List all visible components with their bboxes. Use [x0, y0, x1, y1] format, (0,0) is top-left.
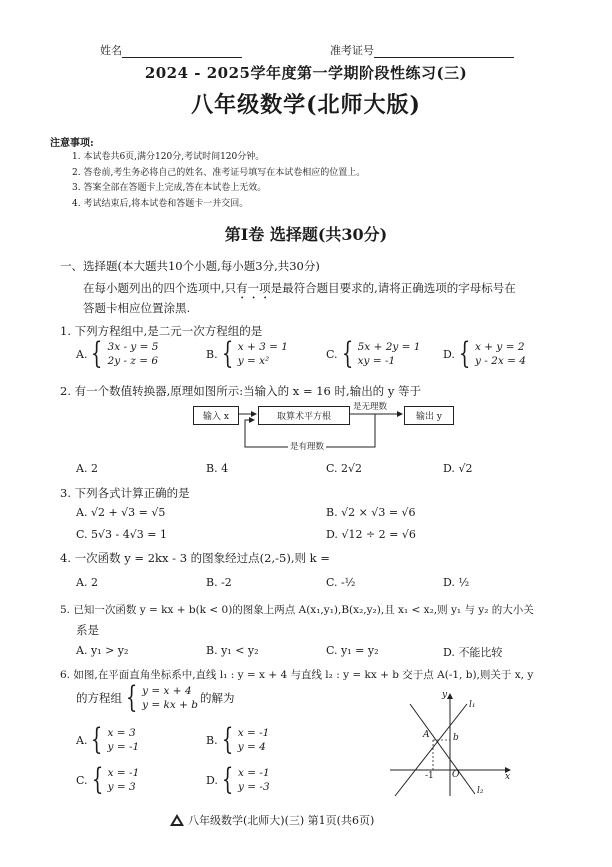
q5-option-a[interactable]	[76, 644, 128, 657]
equation-line: x + y = 2	[475, 341, 525, 353]
instruction-text: 是最符合题目要求的,请将正确选项的字母标号在	[270, 281, 516, 295]
name-field[interactable]	[100, 42, 242, 58]
stem-text: 的方程组	[76, 691, 122, 705]
q6-option-b[interactable]: B. { x = -1 y = 4	[206, 722, 270, 757]
equation-line: x = 3	[107, 727, 136, 739]
equation-line: 3x - y = 5	[107, 341, 159, 353]
q2-option-d[interactable]	[443, 462, 472, 475]
equation-line: x + 3 = 1	[237, 341, 288, 353]
exam-number-label: 准考证号	[330, 44, 374, 57]
question-5-stem-cont: 系是	[76, 623, 99, 637]
option-label: A.	[76, 347, 88, 361]
equation-line: xy = -1	[357, 355, 396, 367]
option-text: √2	[458, 462, 473, 475]
option-text: y₁ > y₂	[90, 644, 129, 657]
equation-line: x = -1	[107, 767, 140, 779]
q5-option-d[interactable]	[443, 644, 502, 660]
exam-number-blank[interactable]	[374, 57, 514, 58]
l1-label: l₁	[469, 700, 476, 710]
flow-output-box: 输出 y	[404, 406, 454, 425]
equation-line: y = -3	[238, 781, 270, 793]
stem-text: 的解为	[199, 691, 235, 705]
point-a-label: A	[423, 730, 430, 740]
y-axis-label: y	[442, 690, 448, 700]
question-6-system: 的方程组 { y = x + 4 y = kx + b 的解为	[76, 680, 235, 715]
notes-heading: 注意事项:	[50, 138, 94, 149]
option-label: A.	[76, 644, 88, 657]
flow-input-box: 输入 x	[193, 406, 239, 425]
q3-option-b[interactable]	[326, 506, 416, 519]
option-label: D.	[206, 773, 218, 787]
flow-diagram	[190, 403, 455, 455]
equation-line: x = -1	[238, 767, 270, 779]
q6-option-a[interactable]: A. { x = 3 y = -1	[76, 722, 140, 757]
question-5-stem: 5. 已知一次函数 y = kx + b(k < 0)的图象上两点 A(x₁,y₁),B(x₂,y₂),且 x₁ < x₂,则 y₁ 与 y₂ 的大小关	[60, 604, 534, 616]
option-text: 5√3 - 4√3 = 1	[91, 528, 167, 541]
instruction-text: 在每小题列出的四个选项中,只	[83, 281, 237, 295]
q4-option-b[interactable]	[206, 576, 232, 589]
q4-option-d[interactable]	[443, 576, 469, 589]
flow-irrational-label: 是无理数	[353, 402, 388, 412]
q6-option-c[interactable]: C. { x = -1 y = 3	[76, 762, 140, 797]
option-text: 2	[90, 462, 98, 475]
q3-option-c[interactable]	[76, 528, 167, 541]
option-label: B.	[206, 733, 218, 747]
question-3-stem: 3. 下列各式计算正确的是	[60, 486, 190, 500]
b-label: b	[453, 733, 459, 743]
l2-label: l₂	[477, 786, 484, 796]
option-label: D.	[443, 646, 455, 659]
exam-number-field[interactable]	[330, 42, 514, 58]
question-4-stem: 4. 一次函数 y = 2kx - 3 的图象经过点(2,-5),则 k =	[60, 551, 330, 565]
flow-process-box: 取算术平方根	[258, 406, 350, 425]
option-label: C.	[76, 773, 88, 787]
option-label: D.	[326, 528, 338, 541]
q6-option-d[interactable]: D. { x = -1 y = -3	[206, 762, 270, 797]
equation-line: y = x + 4	[142, 685, 192, 697]
equation-line: y = -1	[107, 741, 140, 753]
equation-line: x = -1	[237, 727, 270, 739]
section-title: 第Ⅰ卷 选择题(共30分)	[224, 225, 388, 244]
option-text: 2	[90, 576, 98, 589]
q2-option-b[interactable]	[206, 462, 228, 475]
q3-option-d[interactable]	[326, 528, 416, 541]
option-text: y₁ < y₂	[221, 644, 259, 657]
footer-text: 八年级数学(北师大)(三) 第1页(共6页)	[188, 814, 375, 827]
option-label: C.	[326, 462, 338, 475]
option-text: y₁ = y₂	[341, 644, 379, 657]
notes-list	[72, 150, 365, 212]
q4-option-a[interactable]	[76, 576, 98, 589]
note-item: 4. 考试结束后,将本试卷和答题卡一并交回。	[72, 198, 249, 209]
option-text: -½	[341, 576, 356, 589]
equation-line: y = x²	[237, 355, 270, 367]
triangle-logo-icon	[170, 814, 184, 826]
note-item: 2. 答卷前,考生务必将自己的姓名、准考证号填写在本试卷相应的位置上。	[72, 167, 366, 178]
question-1-stem: 1. 下列方程组中,是二元一次方程组的是	[60, 324, 263, 338]
option-text: 不能比较	[458, 646, 503, 659]
footer	[170, 812, 374, 828]
option-label: D.	[443, 576, 455, 589]
exam-title: 2024 - 2025学年度第一学期阶段性练习(三)	[144, 64, 468, 82]
equation-line: y = 3	[107, 781, 136, 793]
option-text: 2√2	[341, 462, 363, 475]
option-label: D.	[443, 347, 455, 361]
q2-option-c[interactable]	[326, 462, 362, 475]
option-label: B.	[206, 347, 218, 361]
option-label: C.	[326, 576, 338, 589]
instruction-line2: 答题卡相应位置涂黑.	[83, 301, 191, 315]
option-label: C.	[326, 644, 338, 657]
option-label: A.	[76, 462, 88, 475]
option-text: √2 + √3 = √5	[90, 506, 166, 519]
q1-option-c[interactable]: C. { 5x + 2y = 1 xy = -1	[326, 336, 421, 371]
q1-option-a[interactable]: A. { 3x - y = 5 2y - z = 6	[76, 336, 159, 371]
name-blank[interactable]	[122, 57, 242, 58]
equation-line: 2y - z = 6	[107, 355, 159, 367]
note-item: 3. 答案全部在答题卡上完成,答在本试卷上无效。	[72, 183, 267, 193]
option-text: √12 ÷ 2 = √6	[341, 528, 416, 541]
option-label: B.	[326, 506, 338, 519]
name-label: 姓名	[100, 44, 122, 57]
option-label: A.	[76, 576, 88, 589]
q1-option-b[interactable]: B. { x + 3 = 1 y = x²	[206, 336, 288, 371]
instruction-line1	[83, 280, 516, 302]
option-label: B.	[206, 576, 218, 589]
graph-lines	[385, 690, 515, 800]
q5-option-b[interactable]	[206, 644, 259, 657]
q1-option-d[interactable]: D. { x + y = 2 y - 2x = 4	[443, 336, 526, 371]
option-label: C.	[326, 347, 338, 361]
neg-one-label: -1	[425, 771, 434, 781]
equation-line: y - 2x = 4	[475, 355, 526, 367]
option-label: B.	[206, 462, 218, 475]
subject-title: 八年级数学(北师大版)	[191, 92, 421, 118]
equation-line: y = kx + b	[142, 699, 198, 711]
question-2-stem: 2. 有一个数值转换器,原理如图所示:当输入的 x = 16 时,输出的 y 等于	[60, 384, 421, 398]
flow-rational-label: 是有理数	[290, 442, 325, 452]
option-text: 4	[221, 462, 229, 475]
x-axis-label: x	[505, 772, 511, 782]
option-label: B.	[206, 644, 218, 657]
q3-option-a[interactable]	[76, 506, 165, 519]
option-text: -2	[221, 576, 232, 589]
q2-option-a[interactable]	[76, 462, 98, 475]
option-label: A.	[76, 506, 88, 519]
option-text: ½	[458, 576, 470, 589]
note-item: 1. 本试卷共6页,满分120分,考试时间120分钟。	[72, 152, 265, 162]
q4-option-c[interactable]	[326, 576, 355, 589]
option-text: √2 × √3 = √6	[341, 506, 416, 519]
instruction-emphasis: 有一项	[236, 281, 271, 295]
q5-option-c[interactable]	[326, 644, 379, 657]
equation-line: y = 4	[237, 741, 266, 753]
q6-graph	[385, 690, 515, 800]
equation-line: 5x + 2y = 1	[357, 341, 421, 353]
part-heading: 一、选择题(本大题共10个小题,每小题3分,共30分)	[60, 259, 320, 273]
option-label: D.	[443, 462, 455, 475]
origin-label: O	[452, 770, 460, 780]
question-6-stem: 6. 如图,在平面直角坐标系中,直线 l₁ : y = x + 4 与直线 l₂ : y = kx + b 交于点 A(-1, b),则关于 x, y	[60, 669, 534, 681]
option-label: C.	[76, 528, 88, 541]
option-label: A.	[76, 733, 88, 747]
